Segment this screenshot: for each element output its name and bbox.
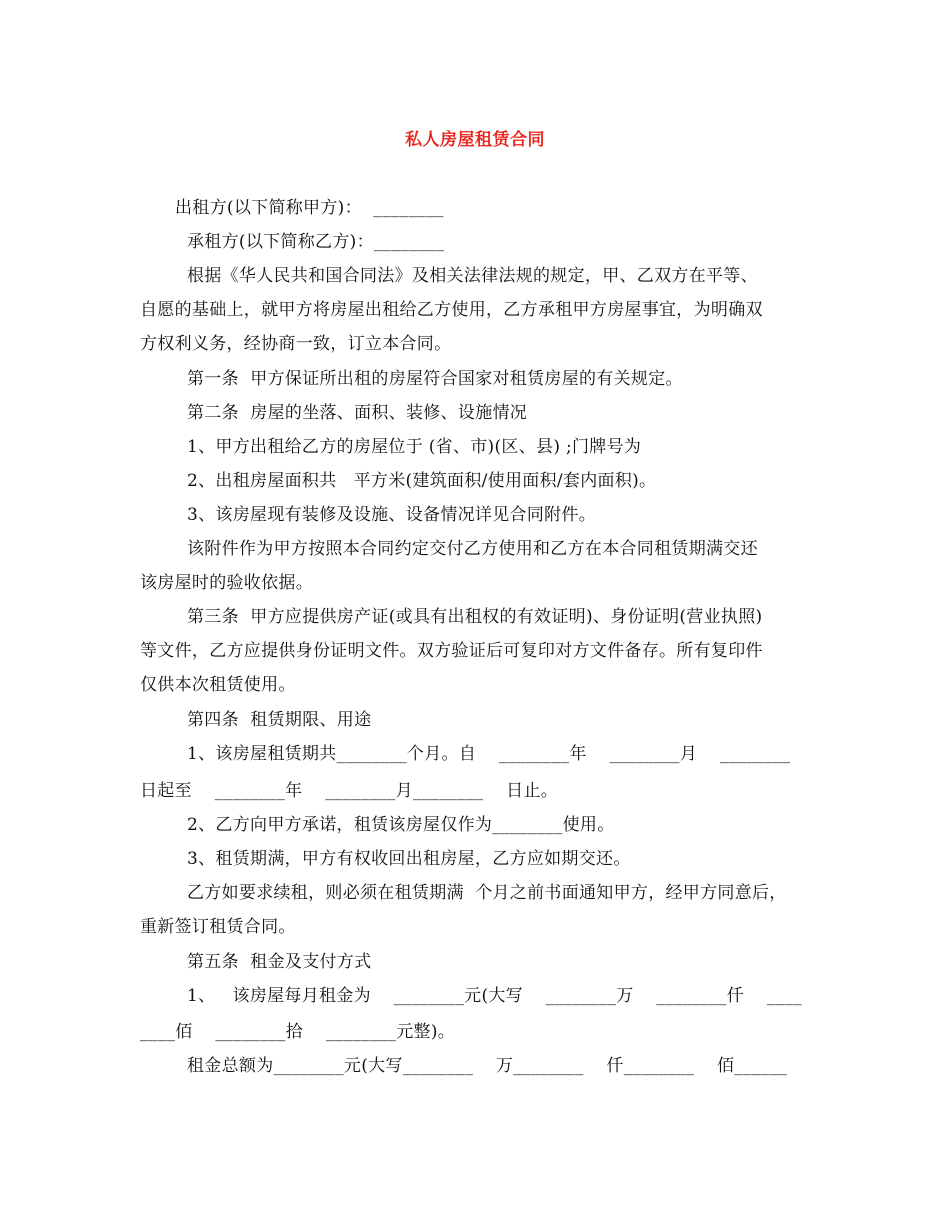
article-5-item: 1、 该房屋每月租金为 ________元(大写 ________万 ________仟 ____ [187,986,803,1006]
annex-line: 该附件作为甲方按照本合同约定交付乙方使用和乙方在本合同租赁期满交还 [187,539,758,559]
article-3-line: 仅供本次租赁使用。 [140,675,296,695]
annex-line: 该房屋时的验收依据。 [140,573,313,593]
article-2-item: 1、甲方出租给乙方的房屋位于 (省、市)(区、县) ;门牌号为 [187,437,642,457]
lessee-line: 承租方(以下简称乙方)：________ [187,232,445,252]
article-2-heading: 第二条 房屋的坐落、面积、装修、设施情况 [187,403,528,423]
renewal-line: 重新签订租赁合同。 [140,917,296,937]
lessor-line: 出租方(以下简称甲方)： ________ [175,198,444,218]
total-rent-line: 租金总额为________元(大写________ 万________ 仟________ 佰______ [187,1056,788,1076]
article-5-heading: 第五条 租金及支付方式 [187,952,372,972]
article-4-item: 1、该房屋租赁期共________个月。自 ________年 ________月 ________ [187,744,791,764]
renewal-line: 乙方如要求续租，则必须在租赁期满 个月之前书面通知甲方，经甲方同意后， [187,883,787,903]
preamble-line: 方权利义务，经协商一致，订立本合同。 [140,334,452,354]
article-5-item: ____佰 ________拾 ________元整)。 [140,1022,456,1042]
article-4-item: 3、租赁期满，甲方有权收回出租房屋，乙方应如期交还。 [187,849,631,869]
article-1-line: 第一条 甲方保证所出租的房屋符合国家对租赁房屋的有关规定。 [187,369,683,389]
article-4-item: 2、乙方向甲方承诺，租赁该房屋仅作为________使用。 [187,815,615,835]
article-4-heading: 第四条 租赁期限、用途 [187,710,372,730]
article-2-item: 2、出租房屋面积共 平方米(建筑面积/使用面积/套内面积)。 [187,471,657,491]
article-3-line: 第三条 甲方应提供房产证(或具有出租权的有效证明)、身份证明(营业执照) [187,607,763,627]
document-title: 私人房屋租赁合同 [405,130,545,150]
preamble-line: 根据《华人民共和国合同法》及相关法律法规的规定，甲、乙双方在平等、 [187,266,758,286]
article-4-item: 日起至 ________年 ________月________ 日止。 [140,781,559,801]
article-3-line: 等文件，乙方应提供身份证明文件。双方验证后可复印对方文件备存。所有复印件 [140,641,763,661]
article-2-item: 3、该房屋现有装修及设施、设备情况详见合同附件。 [187,505,597,525]
preamble-line: 自愿的基础上，就甲方将房屋出租给乙方使用，乙方承租甲方房屋事宜，为明确双 [140,300,763,320]
